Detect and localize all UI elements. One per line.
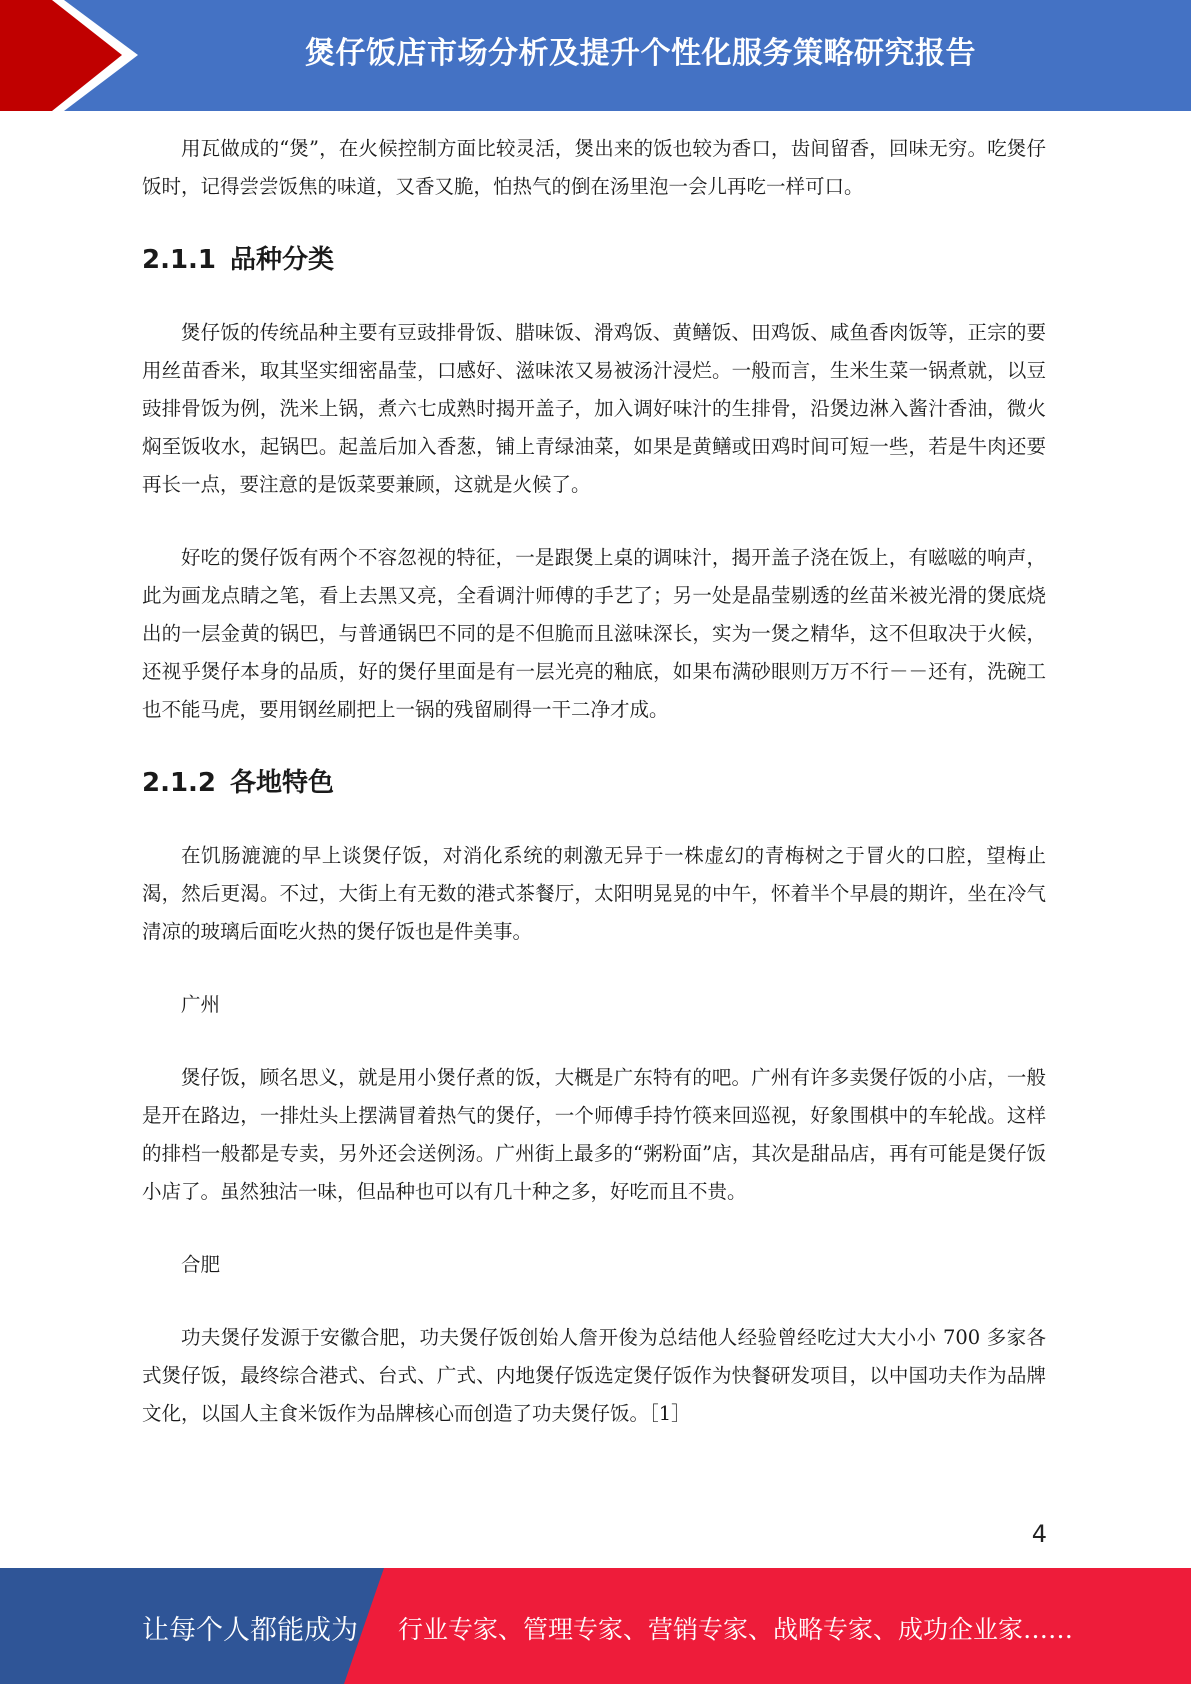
section-number: 2.1.2	[142, 768, 217, 798]
footer-slogan: 让每个人都能成为	[142, 1615, 358, 1646]
document-body	[142, 130, 1046, 1433]
section-number: 2.1.1	[142, 245, 217, 275]
section-title: 品种分类	[230, 245, 335, 275]
section-title: 各地特色	[230, 768, 335, 798]
page-number: 4	[1031, 1520, 1047, 1548]
section-heading-varieties	[142, 241, 1046, 279]
city-subheading-guangzhou: 广州	[181, 993, 221, 1016]
footer-banner	[0, 1568, 1191, 1684]
paragraph: 功夫煲仔发源于安徽合肥，功夫煲仔饭创始人詹开俊为总结他人经验曾经吃过大大小小 700 多家各式煲仔饭，最终综合港式、台式、广式、内地煲仔饭选定煲仔饭作为快餐研发项目，以中国功夫作为品牌文化，以国人主食米饭作为品牌核心而创造了功夫煲仔饭。［1］	[142, 1326, 1046, 1425]
paragraph: 煲仔饭，顾名思义，就是用小煲仔煮的饭，大概是广东特有的吧。广州有许多卖煲仔饭的小店，一般是开在路边，一排灶头上摆满冒着热气的煲仔，一个师傅手持竹筷来回巡视，好象围棋中的车轮战。这样的排档一般都是专卖，另外还会送例汤。广州街上最多的“粥粉面”店，其次是甜品店，再有可能是煲仔饭小店了。虽然独沽一味，但品种也可以有几十种之多，好吃而且不贵。	[142, 1066, 1046, 1203]
paragraph: 好吃的煲仔饭有两个不容忽视的特征，一是跟煲上桌的调味汁，揭开盖子浇在饭上，有嗞嗞的响声，此为画龙点睛之笔，看上去黑又亮，全看调汁师傅的手艺了；另一处是晶莹剔透的丝苗米被光滑的煲底烧出的一层金黄的锅巴，与普通锅巴不同的是不但脆而且滋味深长，实为一煲之精华，这不但取决于火候，还视乎煲仔本身的品质，好的煲仔里面是有一层光亮的釉底，如果布满砂眼则万万不行－－还有，洗碗工也不能马虎，要用钢丝刷把上一锅的残留刷得一干二净才成。	[142, 546, 1046, 721]
document-title: 煲仔饭店市场分析及提升个性化服务策略研究报告	[305, 36, 976, 71]
paragraph: 煲仔饭的传统品种主要有豆豉排骨饭、腊味饭、滑鸡饭、黄鳝饭、田鸡饭、咸鱼香肉饭等，正宗的要用丝苗香米，取其坚实细密晶莹，口感好、滋味浓又易被汤汁浸烂。一般而言，生米生菜一锅煮就，以豆豉排骨饭为例，洗米上锅，煮六七成熟时揭开盖子，加入调好味汁的生排骨，沿煲边淋入酱汁香油，微火焖至饭收水，起锅巴。起盖后加入香葱，铺上青绿油菜，如果是黄鳝或田鸡时间可短一些，若是牛肉还要再长一点，要注意的是饭菜要兼顾，这就是火候了。	[142, 321, 1046, 496]
city-subheading-hefei: 合肥	[181, 1253, 221, 1276]
paragraph: 在饥肠漉漉的早上谈煲仔饭，对消化系统的刺激无异于一株虚幻的青梅树之于冒火的口腔，望梅止渴，然后更渴。不过，大街上有无数的港式茶餐厅，太阳明晃晃的中午，怀着半个早晨的期许，坐在冷气清凉的玻璃后面吃火热的煲仔饭也是件美事。	[142, 844, 1046, 943]
footer-roles: 行业专家、管理专家、营销专家、战略专家、成功企业家……	[398, 1615, 1074, 1644]
section-heading-regional	[142, 764, 1046, 802]
intro-paragraph: 用瓦做成的“煲”，在火候控制方面比较灵活，煲出来的饭也较为香口，齿间留香，回味无穷。吃煲仔饭时，记得尝尝饭焦的味道，又香又脆，怕热气的倒在汤里泡一会儿再吃一样可口。	[142, 137, 1046, 198]
header-banner	[0, 0, 1191, 111]
